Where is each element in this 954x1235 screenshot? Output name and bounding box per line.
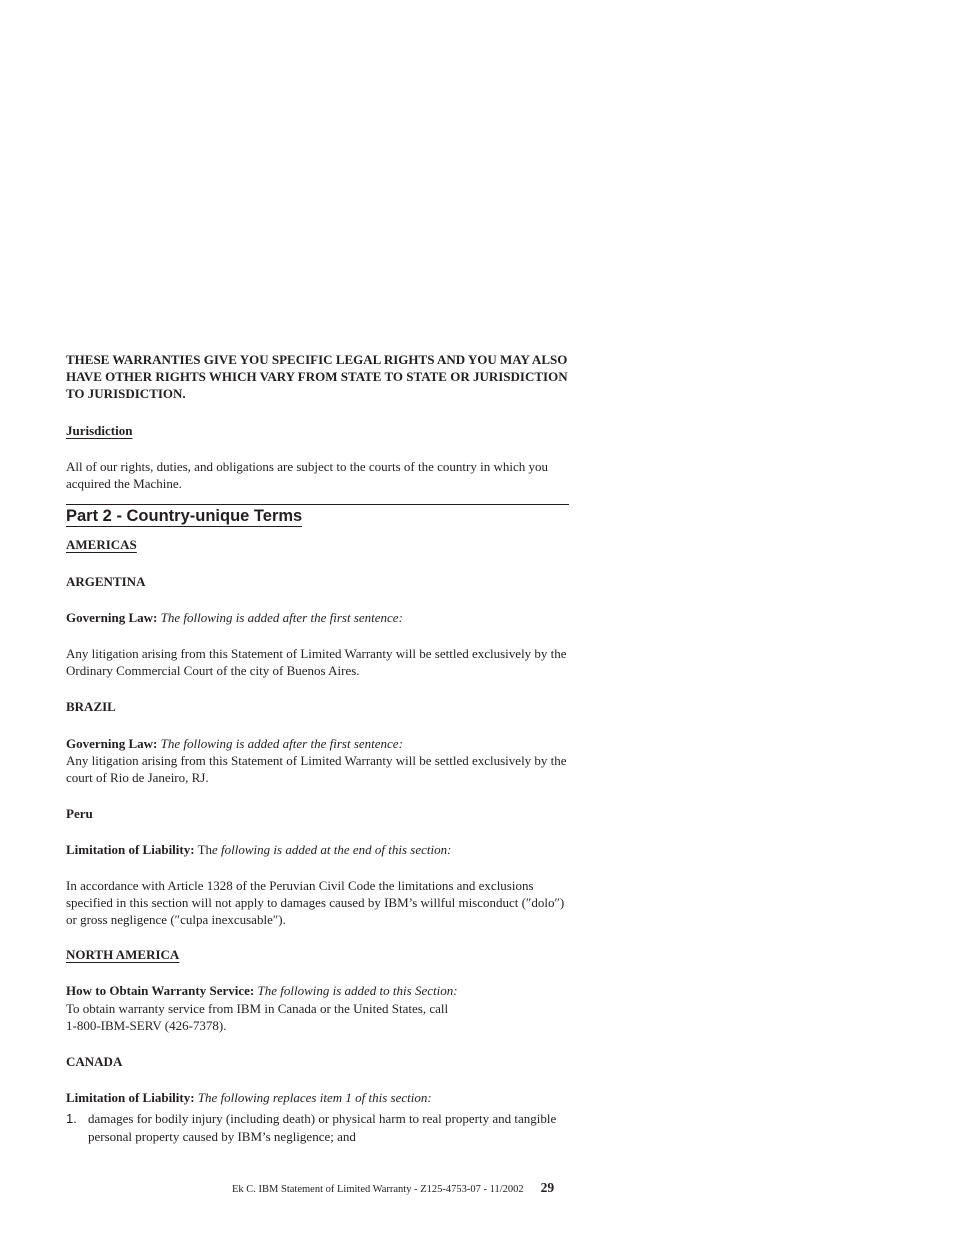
north-america-heading: NORTH AMERICA bbox=[66, 947, 180, 963]
canada-heading: CANADA bbox=[66, 1054, 123, 1070]
argentina-heading: ARGENTINA bbox=[66, 573, 146, 589]
jurisdiction-heading: Jurisdiction bbox=[66, 422, 133, 438]
list-number: 1. bbox=[66, 1111, 77, 1127]
warranty-rights-notice: THESE WARRANTIES GIVE YOU SPECIFIC LEGAL RIGHTS AND YOU MAY ALSO HAVE OTHER RIGHTS WHICH VARY FROM STATE TO STATE OR JURISDICTION TO JURISDICTION. bbox=[66, 352, 568, 402]
canada-limitation-of-liability: Limitation of Liability: The following replaces item 1 of this section: bbox=[66, 1090, 432, 1106]
peru-text: In accordance with Article 1328 of the Peruvian Civil Code the limitations and exclusions specified in this section will not apply to damages caused by IBM’s willful misconduct (″dolo″) or gross negligence (″culpa inexcusable″). bbox=[66, 877, 565, 928]
page-number: 29 bbox=[540, 1180, 555, 1195]
brazil-text: Any litigation arising from this Statement of Limited Warranty will be settled exclusively by the court of Rio de Janeiro, RJ. bbox=[66, 752, 567, 786]
footer-text: Ek C. IBM Statement of Limited Warranty - Z125-4753-07 - 11/2002 bbox=[232, 1184, 524, 1195]
list-item-text: damages for bodily injury (including death) or physical harm to real property and tangible personal property caused by IBM’s negligence; and bbox=[88, 1111, 557, 1144]
north-america-line-2: 1-800-IBM-SERV (426-7378). bbox=[66, 1017, 227, 1033]
north-america-line-1: To obtain warranty service from IBM in Canada or the United States, call bbox=[66, 1000, 449, 1016]
brazil-heading: BRAZIL bbox=[66, 699, 116, 715]
part-title-wrap bbox=[66, 505, 569, 527]
americas-heading: AMERICAS bbox=[66, 537, 137, 553]
argentina-governing-law: Governing Law: The following is added after the first sentence: bbox=[66, 609, 403, 625]
jurisdiction-text: All of our rights, duties, and obligations are subject to the courts of the country in which you acquired the Machine. bbox=[66, 458, 548, 492]
brazil-governing-law: Governing Law: The following is added after the first sentence: bbox=[66, 735, 403, 751]
peru-heading: Peru bbox=[66, 806, 93, 822]
peru-limitation-of-liability: Limitation of Liability: The following is added at the end of this section: bbox=[66, 842, 452, 858]
part-title: Part 2 - Country-unique Terms bbox=[66, 508, 302, 527]
argentina-text: Any litigation arising from this Statement of Limited Warranty will be settled exclusively by the Ordinary Commercial Court of the city of Buenos Aires. bbox=[66, 646, 567, 679]
page-footer bbox=[232, 1180, 554, 1196]
north-america-warranty-service: How to Obtain Warranty Service: The following is added to this Section: bbox=[66, 983, 458, 999]
canada-list-item bbox=[66, 1110, 569, 1144]
document-body bbox=[66, 351, 569, 1145]
